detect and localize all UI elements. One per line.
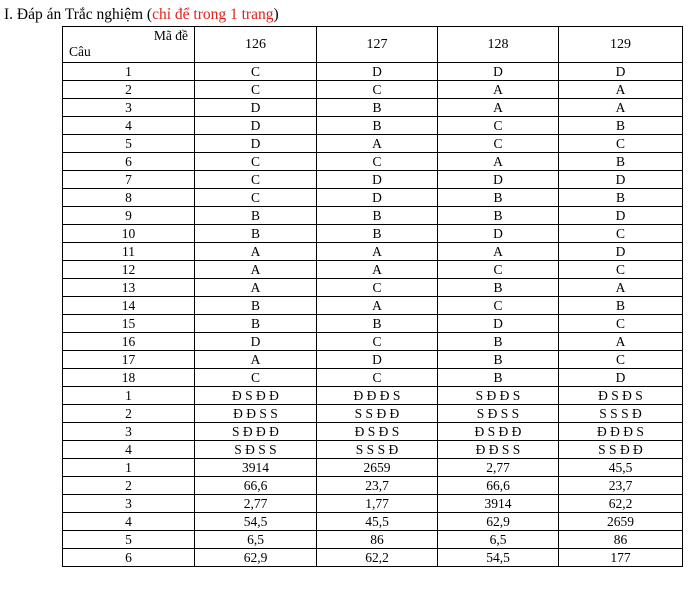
answer-cell: S Đ S S xyxy=(195,441,317,459)
question-number-cell: 5 xyxy=(63,531,195,549)
table-row xyxy=(63,549,683,567)
answer-cell: D xyxy=(559,171,683,189)
question-number-cell: 11 xyxy=(63,243,195,261)
answer-cell: D xyxy=(195,99,317,117)
table-row xyxy=(63,243,683,261)
answer-cell: C xyxy=(559,135,683,153)
answer-cell: B xyxy=(317,225,438,243)
answer-cell: A xyxy=(317,243,438,261)
answer-table-body xyxy=(63,63,683,567)
header-corner-cell xyxy=(63,27,195,63)
table-row xyxy=(63,387,683,405)
table-row xyxy=(63,315,683,333)
table-row xyxy=(63,423,683,441)
answer-cell: D xyxy=(438,225,559,243)
answer-cell: 62,9 xyxy=(438,513,559,531)
answer-cell: 23,7 xyxy=(317,477,438,495)
answer-cell: S Đ S S xyxy=(438,405,559,423)
answer-cell: Đ Đ S S xyxy=(438,441,559,459)
answer-cell: 177 xyxy=(559,549,683,567)
table-row xyxy=(63,225,683,243)
answer-cell: S S S Đ xyxy=(559,405,683,423)
table-row xyxy=(63,495,683,513)
answer-cell: D xyxy=(317,189,438,207)
question-number-cell: 12 xyxy=(63,261,195,279)
answer-cell: 23,7 xyxy=(559,477,683,495)
question-number-cell: 2 xyxy=(63,477,195,495)
question-number-cell: 8 xyxy=(63,189,195,207)
answer-cell: 54,5 xyxy=(438,549,559,567)
answer-cell: C xyxy=(317,153,438,171)
answer-cell: B xyxy=(317,315,438,333)
answer-cell: 6,5 xyxy=(195,531,317,549)
answer-cell: Đ S Đ Đ xyxy=(438,423,559,441)
answer-cell: D xyxy=(317,171,438,189)
answer-cell: B xyxy=(317,117,438,135)
answer-cell: B xyxy=(195,315,317,333)
answer-cell: C xyxy=(438,297,559,315)
answer-cell: C xyxy=(438,261,559,279)
table-row xyxy=(63,81,683,99)
question-number-cell: 1 xyxy=(63,387,195,405)
answer-cell: A xyxy=(195,243,317,261)
question-number-cell: 13 xyxy=(63,279,195,297)
table-row xyxy=(63,99,683,117)
answer-cell: B xyxy=(559,189,683,207)
answer-cell: C xyxy=(438,135,559,153)
answer-cell: C xyxy=(559,315,683,333)
table-row xyxy=(63,513,683,531)
answer-cell: B xyxy=(438,369,559,387)
table-row xyxy=(63,441,683,459)
answer-cell: C xyxy=(317,279,438,297)
answer-cell: A xyxy=(317,297,438,315)
table-row xyxy=(63,153,683,171)
table-row xyxy=(63,477,683,495)
answer-cell: A xyxy=(559,99,683,117)
answer-cell: B xyxy=(559,117,683,135)
answer-cell: 66,6 xyxy=(195,477,317,495)
question-number-cell: 5 xyxy=(63,135,195,153)
exam-code-header: 127 xyxy=(317,27,438,63)
answer-cell: D xyxy=(195,333,317,351)
answer-cell: 45,5 xyxy=(317,513,438,531)
answer-cell: A xyxy=(559,279,683,297)
answer-cell: C xyxy=(559,351,683,369)
answer-cell: Đ S Đ Đ xyxy=(195,387,317,405)
question-number-cell: 2 xyxy=(63,405,195,423)
answer-cell: S S S Đ xyxy=(317,441,438,459)
answer-cell: A xyxy=(438,153,559,171)
answer-cell: Đ Đ S S xyxy=(195,405,317,423)
answer-cell: C xyxy=(559,261,683,279)
question-number-cell: 18 xyxy=(63,369,195,387)
answer-cell: C xyxy=(317,369,438,387)
answer-cell: B xyxy=(438,351,559,369)
table-row xyxy=(63,117,683,135)
question-number-cell: 6 xyxy=(63,153,195,171)
answer-cell: A xyxy=(195,279,317,297)
table-row xyxy=(63,171,683,189)
table-row xyxy=(63,261,683,279)
table-row xyxy=(63,63,683,81)
answer-cell: A xyxy=(317,135,438,153)
exam-code-header: 126 xyxy=(195,27,317,63)
answer-cell: S Đ Đ S xyxy=(438,387,559,405)
answer-cell: A xyxy=(438,99,559,117)
answer-cell: 2659 xyxy=(559,513,683,531)
table-row xyxy=(63,333,683,351)
answer-cell: B xyxy=(195,297,317,315)
section-heading xyxy=(4,5,279,25)
answer-cell: 1,77 xyxy=(317,495,438,513)
heading-prefix: I. Đáp án Trắc nghiệm ( xyxy=(4,6,153,23)
answer-cell: B xyxy=(559,297,683,315)
answer-cell: 62,9 xyxy=(195,549,317,567)
answer-cell: S S Đ Đ xyxy=(317,405,438,423)
answer-cell: C xyxy=(195,153,317,171)
answer-key-table xyxy=(62,26,683,567)
answer-cell: 54,5 xyxy=(195,513,317,531)
answer-cell: 66,6 xyxy=(438,477,559,495)
answer-cell: C xyxy=(195,189,317,207)
question-number-cell: 15 xyxy=(63,315,195,333)
answer-cell: 3914 xyxy=(195,459,317,477)
answer-cell: Đ S Đ S xyxy=(559,387,683,405)
answer-cell: 2659 xyxy=(317,459,438,477)
answer-cell: D xyxy=(195,117,317,135)
answer-cell: C xyxy=(438,117,559,135)
table-row xyxy=(63,135,683,153)
table-row xyxy=(63,207,683,225)
answer-cell: B xyxy=(438,279,559,297)
heading-suffix: ) xyxy=(273,6,279,23)
answer-cell: C xyxy=(317,333,438,351)
answer-cell: C xyxy=(195,63,317,81)
question-number-cell: 1 xyxy=(63,63,195,81)
question-number-cell: 3 xyxy=(63,99,195,117)
question-number-cell: 17 xyxy=(63,351,195,369)
question-number-cell: 9 xyxy=(63,207,195,225)
answer-cell: Đ S Đ S xyxy=(317,423,438,441)
answer-cell: S Đ Đ Đ xyxy=(195,423,317,441)
answer-cell: Đ Đ Đ S xyxy=(317,387,438,405)
question-label: Câu xyxy=(69,44,91,59)
table-row xyxy=(63,297,683,315)
answer-cell: A xyxy=(195,351,317,369)
answer-cell: D xyxy=(559,369,683,387)
answer-cell: D xyxy=(438,63,559,81)
answer-cell: D xyxy=(317,351,438,369)
answer-cell: D xyxy=(195,135,317,153)
answer-cell: C xyxy=(559,225,683,243)
answer-cell: A xyxy=(317,261,438,279)
answer-cell: 62,2 xyxy=(317,549,438,567)
answer-cell: B xyxy=(317,99,438,117)
exam-code-header: 129 xyxy=(559,27,683,63)
table-row xyxy=(63,189,683,207)
question-number-cell: 6 xyxy=(63,549,195,567)
answer-cell: A xyxy=(438,81,559,99)
answer-cell: S S Đ Đ xyxy=(559,441,683,459)
question-number-cell: 16 xyxy=(63,333,195,351)
answer-cell: D xyxy=(559,63,683,81)
answer-cell: 6,5 xyxy=(438,531,559,549)
question-number-cell: 4 xyxy=(63,117,195,135)
heading-note: chỉ để trong 1 trang xyxy=(152,6,274,23)
question-number-cell: 2 xyxy=(63,81,195,99)
answer-cell: C xyxy=(195,369,317,387)
header-row xyxy=(63,27,683,63)
answer-cell: D xyxy=(559,243,683,261)
question-number-cell: 3 xyxy=(63,495,195,513)
exam-code-header: 128 xyxy=(438,27,559,63)
question-number-cell: 10 xyxy=(63,225,195,243)
question-number-cell: 4 xyxy=(63,513,195,531)
answer-cell: 2,77 xyxy=(195,495,317,513)
question-number-cell: 3 xyxy=(63,423,195,441)
answer-cell: A xyxy=(559,333,683,351)
answer-cell: A xyxy=(195,261,317,279)
answer-cell: C xyxy=(195,81,317,99)
answer-cell: 3914 xyxy=(438,495,559,513)
exam-code-label: Mã đề xyxy=(153,28,188,43)
answer-cell: A xyxy=(438,243,559,261)
question-number-cell: 7 xyxy=(63,171,195,189)
answer-cell: B xyxy=(438,189,559,207)
answer-cell: B xyxy=(195,207,317,225)
answer-cell: B xyxy=(317,207,438,225)
answer-cell: 86 xyxy=(559,531,683,549)
answer-cell: B xyxy=(559,153,683,171)
answer-cell: 45,5 xyxy=(559,459,683,477)
table-row xyxy=(63,279,683,297)
answer-cell: 62,2 xyxy=(559,495,683,513)
answer-cell: D xyxy=(559,207,683,225)
question-number-cell: 1 xyxy=(63,459,195,477)
answer-cell: C xyxy=(195,171,317,189)
table-row xyxy=(63,405,683,423)
table-row xyxy=(63,531,683,549)
table-row xyxy=(63,459,683,477)
answer-cell: 2,77 xyxy=(438,459,559,477)
answer-cell: C xyxy=(317,81,438,99)
answer-cell: B xyxy=(438,207,559,225)
answer-cell: D xyxy=(438,171,559,189)
answer-cell: 86 xyxy=(317,531,438,549)
answer-cell: A xyxy=(559,81,683,99)
answer-cell: B xyxy=(438,333,559,351)
table-row xyxy=(63,369,683,387)
answer-cell: Đ Đ Đ S xyxy=(559,423,683,441)
answer-cell: B xyxy=(195,225,317,243)
table-row xyxy=(63,351,683,369)
question-number-cell: 4 xyxy=(63,441,195,459)
question-number-cell: 14 xyxy=(63,297,195,315)
answer-cell: D xyxy=(438,315,559,333)
answer-cell: D xyxy=(317,63,438,81)
